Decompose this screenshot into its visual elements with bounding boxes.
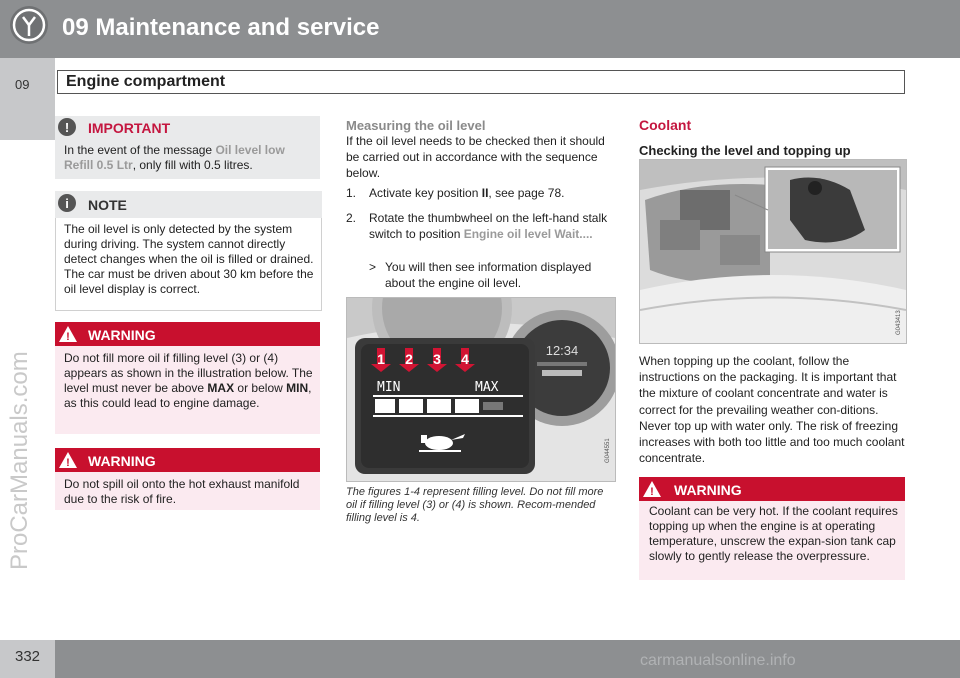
svg-text:G044551: G044551 bbox=[605, 438, 611, 463]
step2-text: Rotate the thumbwheel on the left-hand stalk switch to position Engine oil level Wait.... bbox=[369, 211, 608, 241]
note-text: The oil level is only detected by the system during driving. The system cannot directly detect changes when the oil is filled or drained. The car must be driven about 30 km before the oil level display is correct. bbox=[64, 222, 314, 296]
step1-number: 1. bbox=[346, 186, 357, 200]
oil-level-illustration bbox=[347, 298, 615, 481]
footer-watermark: carmanualsonline.info bbox=[640, 652, 796, 669]
svg-text:12:34: 12:34 bbox=[545, 343, 579, 358]
svg-text:3: 3 bbox=[433, 351, 441, 367]
result-text: You will then see information displayed about the engine oil level. bbox=[385, 260, 592, 290]
info-icon: i bbox=[58, 194, 76, 212]
warning2-heading: WARNING bbox=[88, 453, 156, 469]
svg-text:!: ! bbox=[650, 486, 654, 498]
measuring-intro: If the oil level needs to be checked then it should be carried out in accordance with the sequence below. bbox=[346, 134, 605, 180]
warning3-heading: WARNING bbox=[674, 482, 742, 498]
warning1-text: Do not fill more oil if filling level (3) or (4) appears as shown in the illustration below. The level must never be above MAX or below MIN, as this could lead to engine damage. bbox=[64, 351, 313, 410]
svg-text:4: 4 bbox=[461, 351, 469, 367]
footer-bar bbox=[0, 640, 960, 678]
important-heading: IMPORTANT bbox=[88, 120, 171, 136]
coolant-figure bbox=[639, 159, 907, 344]
warning-triangle-icon bbox=[642, 480, 662, 503]
svg-text:!: ! bbox=[66, 457, 70, 469]
coolant-text: When topping up the coolant, follow the instructions on the packaging. It is important that the mixture of coolant concentrate and water is correct for the prevailing weather con-ditions. Never top up with water only. The risk of freezing increases with both too little and too much coolant concentrate. bbox=[639, 354, 905, 466]
step1-text: Activate key position II, see page 78. bbox=[369, 186, 565, 200]
engine-bay-illustration bbox=[640, 160, 906, 343]
coolant-subheading: Checking the level and topping up bbox=[639, 143, 851, 158]
side-chapter-number: 09 bbox=[15, 77, 30, 92]
exclamation-icon: ! bbox=[58, 118, 76, 136]
warning2-text: Do not spill oil onto the hot exhaust manifold due to the risk of fire. bbox=[64, 477, 300, 506]
step2-number: 2. bbox=[346, 211, 357, 225]
important-text: In the event of the message Oil level low Refill 0.5 Ltr, only fill with 0.5 litres. bbox=[64, 143, 285, 172]
svg-text:2: 2 bbox=[405, 351, 413, 367]
warning-triangle-icon bbox=[58, 451, 78, 474]
warning3-text: Coolant can be very hot. If the coolant requires topping up when the engine is at operating temperature, unscrew the expan-sion tank cap slowly to gently release the overpressure. bbox=[649, 504, 898, 563]
side-tab bbox=[0, 58, 55, 140]
side-watermark: ProCarManuals.com bbox=[6, 351, 33, 570]
svg-text:G043413: G043413 bbox=[896, 310, 902, 335]
measuring-heading: Measuring the oil level bbox=[346, 118, 486, 133]
page-number: 332 bbox=[15, 648, 41, 665]
warning1-heading: WARNING bbox=[88, 327, 156, 343]
svg-text:1: 1 bbox=[377, 351, 385, 367]
svg-text:MIN: MIN bbox=[377, 380, 401, 395]
chapter-title: 09 Maintenance and service bbox=[62, 14, 380, 41]
warning-triangle-icon bbox=[58, 325, 78, 348]
wrench-icon bbox=[10, 6, 48, 44]
svg-text:!: ! bbox=[66, 331, 70, 343]
coolant-heading: Coolant bbox=[639, 117, 692, 133]
figure-caption: The figures 1-4 represent filling level. Do not fill more oil if filling level (3) or (4) is shown. Recom-mended filling level is 4. bbox=[346, 486, 604, 524]
oil-level-figure bbox=[346, 297, 616, 482]
svg-text:MAX: MAX bbox=[475, 380, 499, 395]
result-marker: > bbox=[369, 260, 377, 274]
section-title: Engine compartment bbox=[66, 73, 226, 90]
note-heading: NOTE bbox=[88, 197, 127, 213]
